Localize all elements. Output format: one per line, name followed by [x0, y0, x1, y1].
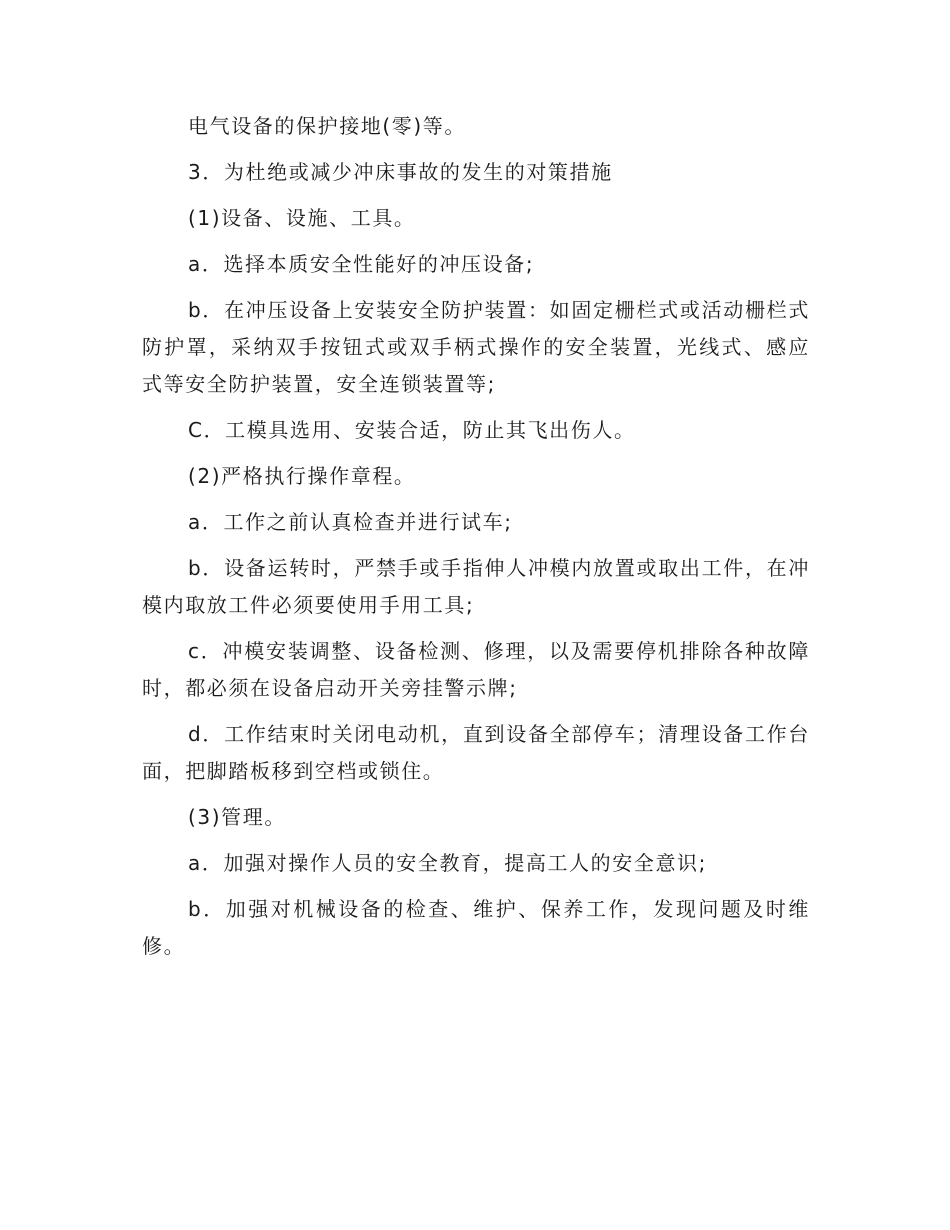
paragraph-item-d: d．工作结束时关闭电动机，直到设备全部停车；清理设备工作台面，把脚踏板移到空档或锁住。	[142, 722, 810, 783]
paragraph-item-b: b．设备运转时，严禁手或手指伸人冲模内放置或取出工件，在冲模内取放工件必须要使用手用工具;	[142, 556, 810, 617]
paragraph-item-b: b．加强对机械设备的检查、维护、保养工作，发现问题及时维修。	[142, 897, 810, 958]
paragraph-item-c: C．工模具选用、安装合适，防止其飞出伤人。	[188, 418, 636, 442]
paragraph-subheading-procedures: (2)严格执行操作章程。	[188, 464, 416, 488]
paragraph-item-a: a．工作之前认真检查并进行试车;	[188, 510, 513, 534]
paragraph-subheading-management: (3)管理。	[188, 805, 286, 829]
paragraph-item-a: a．选择本质安全性能好的冲压设备;	[188, 252, 535, 276]
paragraph-item-a: a．加强对操作人员的安全教育，提高工人的安全意识;	[188, 851, 707, 875]
paragraph-section-heading: 3．为杜绝或减少冲床事故的发生的对策措施	[188, 160, 613, 184]
document-body	[142, 108, 810, 974]
paragraph-grounding: 电气设备的保护接地(零)等。	[188, 114, 467, 138]
paragraph-item-c: c．冲模安装调整、设备检测、修理，以及需要停机排除各种故障时，都必须在设备启动开关旁挂警示牌;	[142, 639, 810, 700]
paragraph-item-b: b．在冲压设备上安装安全防护装置：如固定栅栏式或活动栅栏式防护罩，采纳双手按钮式或双手柄式操作的安全装置，光线式、感应式等安全防护装置，安全连锁装置等;	[142, 298, 810, 396]
paragraph-subheading-equipment: (1)设备、设施、工具。	[188, 206, 416, 230]
